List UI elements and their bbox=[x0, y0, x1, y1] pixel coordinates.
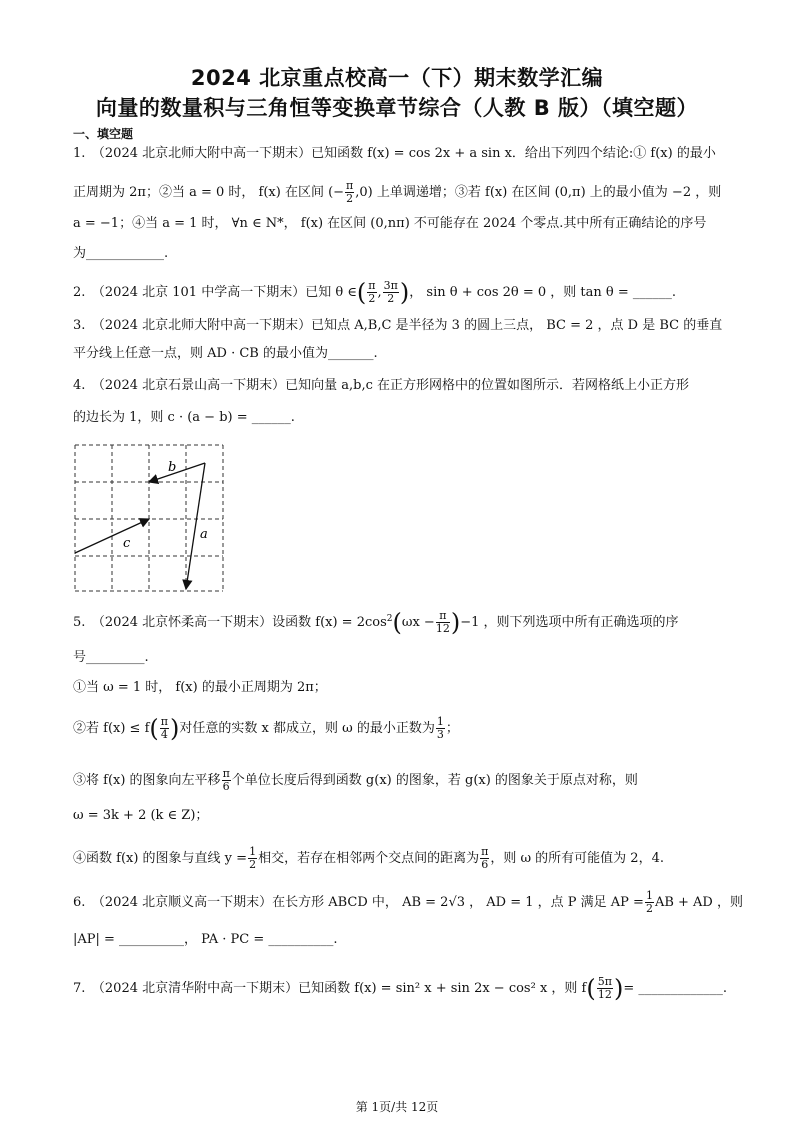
page-subtitle: 向量的数量积与三角恒等变换章节综合（人教 B 版）（填空题） bbox=[95, 96, 699, 120]
q2-frac1: $\frac{\pi}{2}$ bbox=[368, 279, 376, 305]
page-footer: 第 1页/共 12页 bbox=[355, 1100, 439, 1114]
label-c: c bbox=[123, 536, 131, 551]
q5-option4: ④函数 f(x) 的图象与直线 y = $\frac{1}{2}$ 相交，若存在相邻两个交点间的距离为 $\frac{\pi}{6}$ ，则 ω 的所有可能值为 2，4. bbox=[73, 845, 664, 871]
q4-line1: 4. （2024 北京石景山高一下期末）已知向量 a,b,c 在正方形网格中的位置如图所示．若网格纸上小正方形 bbox=[73, 378, 690, 393]
q2-b: ， sin θ + cos 2θ = 0 ，则 tan θ = ______. bbox=[409, 285, 677, 300]
q5-option3-cont: ω = 3k + 2 (k ∈ Z)； bbox=[73, 808, 209, 823]
q6-line1: 6. （2024 北京顺义高一下期末）在长方形 ABCD 中， AB = 2√3 ， AD = 1 ，点 P 满足 AP = $\frac{1}{2}$ AB + AD ，则 bbox=[73, 889, 743, 915]
q6-line2: |AP| = __________， PA · PC = __________. bbox=[73, 932, 338, 947]
section-heading: 一、填空题 bbox=[73, 127, 134, 141]
q5-frac: $\frac{\pi}{12}$ bbox=[435, 609, 450, 635]
q5-option2: ②若 f(x) ≤ f( $\frac{\pi}{4}$ )对任意的实数 x 都成立，则 ω 的最小正数为 $\frac{1}{3}$ ； bbox=[73, 714, 459, 743]
q3-line2: 平分线上任意一点，则 AD · CB 的最小值为_______. bbox=[73, 346, 378, 361]
q5-option1: ①当 ω = 1 时， f(x) 的最小正周期为 2π； bbox=[73, 680, 327, 695]
q7-line: 7. （2024 北京清华附中高一下期末）已知函数 f(x) = sin² x + sin 2x − cos² x ，则 f( $\frac{5\pi}{12}$ )= _____________. bbox=[73, 974, 728, 1003]
q1-line2 bbox=[73, 180, 721, 205]
q2-frac2: $\frac{3\pi}{2}$ bbox=[383, 279, 398, 305]
label-a: a bbox=[200, 527, 208, 542]
q1-line2a: 正周期为 2π；②当 a = 0 时， f(x) 在区间 (− bbox=[73, 185, 345, 200]
q1-line2b: ,0) 上单调递增；③若 f(x) 在区间 (0,π) 上的最小值为 −2 ，则 bbox=[355, 185, 722, 200]
grid-lines bbox=[75, 445, 223, 591]
q1-line3: a = −1；④当 a = 1 时， ∀n ∈ N*， f(x) 在区间 (0,nπ) 不可能存在 2024 个零点.其中所有正确结论的序号 bbox=[73, 216, 707, 231]
q1-line1: 1. （2024 北京北师大附中高一下期末）已知函数 f(x) = cos 2x + a sin x．给出下列四个结论:① f(x) 的最小 bbox=[73, 146, 716, 161]
q1-line4: 为____________. bbox=[73, 246, 169, 261]
q5-line2: 号_________. bbox=[73, 650, 149, 665]
vector-b-arrow bbox=[149, 463, 205, 482]
vector-grid-figure bbox=[73, 443, 233, 593]
label-b: b bbox=[168, 460, 177, 475]
page-title: 2024 北京重点校高一（下）期末数学汇编 bbox=[190, 66, 604, 90]
q5-l1a: 5. （2024 北京怀柔高一下期末）设函数 f(x) = 2cos bbox=[73, 615, 387, 630]
q5-option3: ③将 f(x) 的图象向左平移 $\frac{\pi}{6}$ 个单位长度后得到函数 g(x) 的图象，若 g(x) 的图象关于原点对称，则 bbox=[73, 767, 638, 793]
q3-line1: 3. （2024 北京北师大附中高一下期末）已知点 A,B,C 是半径为 3 的圆上三点， BC = 2 ，点 D 是 BC 的垂直 bbox=[73, 318, 723, 333]
q4-line2: 的边长为 1，则 c · (a − b) = ______. bbox=[73, 410, 295, 425]
q5-l1b: −1 ，则下列选项中所有正确选项的序 bbox=[460, 615, 679, 630]
q5-line1: 5. （2024 北京怀柔高一下期末）设函数 $f(x) = 2\cos^2(\omega x$ − $\frac{\pi}{12}$ )−1 ，则下列选项中所有正确选项的序 bbox=[73, 608, 679, 637]
q2-line: 2. （2024 北京 101 中学高一下期末）已知 θ ∈( $\frac{\pi}{2}$ , $\frac{3\pi}{2}$ )， sin θ + cos 2θ = 0 ，则 tan θ = ______. bbox=[73, 278, 677, 307]
q2-a: 2. （2024 北京 101 中学高一下期末）已知 θ ∈ bbox=[73, 285, 357, 300]
q1-frac: $\frac{\pi}{2}$ bbox=[346, 179, 354, 205]
